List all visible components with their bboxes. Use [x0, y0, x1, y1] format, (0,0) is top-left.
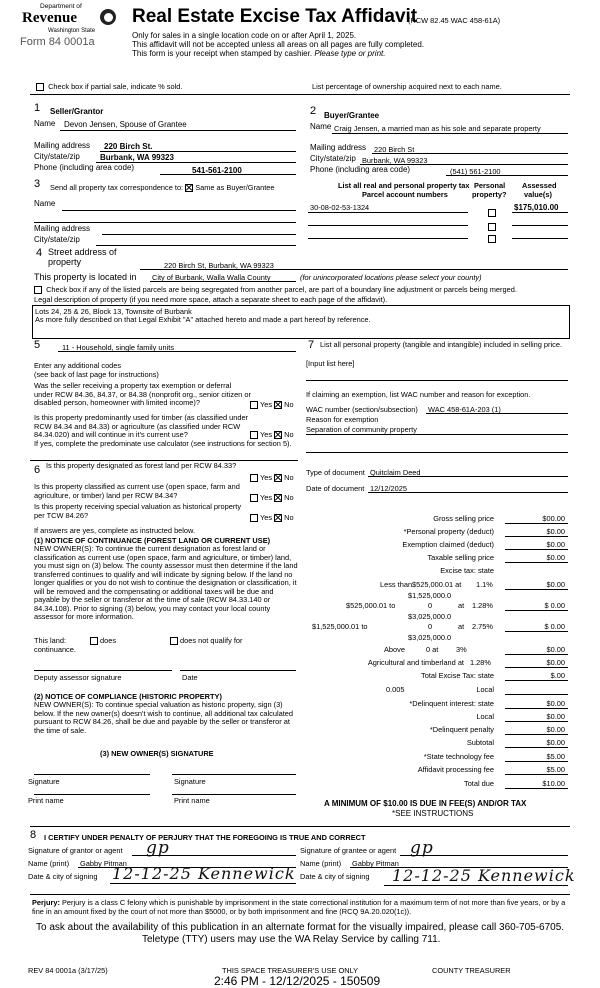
rate2-lower: $525,000.01 to — [346, 601, 396, 610]
rate4-pct: 3% — [456, 645, 467, 654]
sec6-q1-answer[interactable]: Yes No — [250, 473, 294, 482]
sec5-q2-note: If yes, complete the predominate use calculator (see instructions for section 5). — [34, 439, 292, 448]
seller-city-value[interactable]: Burbank, WA 99323 — [100, 153, 174, 162]
form-citation: (RCW 82.45 WAC 458-61A) — [408, 16, 501, 25]
grantee-name-value[interactable]: Gabby Pitman — [352, 859, 399, 868]
section-6-number: 6 — [34, 464, 41, 476]
land-use-code[interactable]: 11 - Household, single family units — [62, 343, 175, 352]
grantor-name-label: Name (print) — [28, 859, 70, 868]
grantee-date-label: Date & city of signing — [300, 872, 370, 881]
buyer-phone-label: Phone (including area code) — [310, 165, 411, 174]
add-codes-line-1: Enter any additional codes — [34, 361, 122, 370]
grantor-date-city[interactable]: 12-12-25 Kennewick — [112, 864, 296, 883]
total-due-value[interactable]: $10.00 — [542, 779, 565, 788]
sec6-q1-no[interactable] — [274, 474, 282, 482]
continuance-label: continuance. — [34, 645, 76, 654]
grantor-signature-label: Signature of grantor or agent — [28, 846, 123, 855]
sec6-question-3: Is this property receiving special valuation as historical property per TCW 84.26? — [34, 502, 242, 520]
owner2-signature-label: Signature — [174, 777, 206, 786]
sec5-q1-answer[interactable]: Yes No — [250, 400, 294, 409]
rate1-value[interactable]: $0.00 — [546, 580, 565, 589]
section-7-number: 7 — [308, 339, 315, 351]
owner1-print-label: Print name — [28, 796, 64, 805]
grantor-name-value[interactable]: Gabby Pitman — [80, 859, 127, 868]
section-5-number: 5 — [34, 339, 41, 351]
tech-fee-value[interactable]: $5.00 — [546, 752, 565, 761]
accessibility-line-2: Teletype (TTY) users may use the WA Relay Service by calling 711. — [142, 934, 441, 945]
values-heading: value(s) — [524, 190, 552, 199]
sec6-q2-answer[interactable]: Yes No — [250, 493, 294, 502]
gross-value[interactable]: $00.00 — [542, 514, 565, 523]
wac-value[interactable]: WAC 458-61A-203 (1) — [428, 405, 501, 414]
rate1-threshold: $525,000.01 at — [412, 580, 462, 589]
sec3-name-label: Name — [34, 199, 56, 208]
exemption-deduct-label: Exemption claimed (deduct) — [402, 540, 494, 549]
boundary-checkbox[interactable] — [34, 286, 42, 294]
dor-logo — [14, 3, 120, 63]
exemption-deduct-value[interactable]: $0.00 — [546, 540, 565, 549]
parcels-heading-2: Parcel account numbers — [362, 190, 448, 199]
partial-sale-checkbox[interactable] — [36, 83, 44, 91]
processing-fee-value[interactable]: $5.00 — [546, 765, 565, 774]
sec5-q2-no[interactable] — [274, 431, 282, 439]
header-line-1: Only for sales in a single location code on or after April 1, 2025. — [132, 31, 357, 40]
penalty-value[interactable]: $0.00 — [546, 725, 565, 734]
personal-property-checkbox-1[interactable] — [488, 209, 496, 217]
rate2-value[interactable]: $ 0.00 — [544, 601, 565, 610]
legal-description-label: Legal description of property (if you need more space, attach a separate sheet to each page of the affidavit). — [34, 295, 388, 304]
total-excise-label: Total Excise Tax: state — [421, 671, 494, 680]
rate2-zero: 0 — [428, 601, 433, 610]
new-owner-signature-heading: (3) NEW OWNER(S) SIGNATURE — [100, 749, 214, 758]
rate1-lead: Less than — [380, 580, 413, 589]
sec5-q2-answer[interactable]: Yes No — [250, 430, 294, 439]
add-codes-line-2: (see back of last page for instructions) — [34, 370, 159, 379]
personal-deduct-value[interactable]: $0.00 — [546, 527, 565, 536]
penalty-label: *Delinquent penalty — [429, 725, 494, 734]
subtotal-value[interactable]: $0.00 — [546, 738, 565, 747]
sec5-q1-yes[interactable] — [250, 401, 258, 409]
form-title: Real Estate Excise Tax Affidavit — [132, 6, 418, 27]
parcel-number-1[interactable]: 30-08-02-53-1324 — [310, 203, 370, 212]
rate3-upper: $3,025,000.0 — [408, 612, 452, 621]
rate2-at: at — [458, 601, 465, 610]
buyer-mail-label: Mailing address — [310, 143, 367, 152]
rate4-threshold: $3,025,000.0 — [408, 633, 452, 642]
rate4-value[interactable]: $0.00 — [546, 645, 565, 654]
doc-type-value[interactable]: Quitclaim Deed — [370, 468, 421, 477]
seller-heading: Seller/Grantor — [50, 107, 104, 116]
county-treasurer-label: COUNTY TREASURER — [432, 966, 511, 975]
continuance-text: NEW OWNER(S): To continue the current designation as forest land or classification as current use (open space, farm and agriculture, or timber) land, you must sign on (3) below. The county assessor must then determine if the land transferred continues to qualify and will indicate by signing below. If the land no longer qualifies or you do not wish to continue the designation or classification, it will be removed and the compensating or additional taxes will be due and payable by the seller or transferor at the time of sale (RCW 84.33.140 or 84.34.108). Prior to signing (3) below, you may contact your local county assessor for more information. — [34, 544, 298, 621]
does-option[interactable]: does — [90, 636, 116, 645]
agri-value[interactable]: $0.00 — [546, 658, 565, 667]
parcels-heading-1: List all real and personal property tax — [338, 181, 470, 190]
buyer-name-label: Name — [310, 122, 332, 131]
assessed-heading: Assessed — [522, 181, 557, 190]
rate3-lower: $1,525,000.01 to — [312, 622, 368, 631]
tech-fee-label: *State technology fee — [423, 752, 494, 761]
gross-label: Gross selling price — [433, 514, 494, 523]
local-label: Local — [476, 685, 494, 694]
rate2-pct: 1.28% — [472, 601, 493, 610]
section-4-number: 4 — [36, 247, 43, 259]
doc-type-label: Type of document — [306, 468, 365, 477]
compliance-text: NEW OWNER(S): To continue special valuation as historic property, sign (3) below. If the new owner(s) doesn't wish to continue, all additional tax calculated pursuant to RCW 84.26, shall be due and payable by the seller or transferor at the time of sale. — [34, 700, 294, 735]
interest-local-label: Local — [476, 712, 494, 721]
grantee-signature[interactable]: gp — [410, 838, 434, 858]
minimum-due-note: A MINIMUM OF $10.00 IS DUE IN FEE(S) AND/OR TAX — [324, 799, 527, 808]
header-line-2: This affidavit will not be accepted unless all areas on all pages are fully completed. — [132, 40, 425, 49]
buyer-city-value[interactable]: Burbank, WA 99323 — [362, 156, 428, 165]
interest-local-value[interactable]: $0.00 — [546, 712, 565, 721]
sec6-q3-yes[interactable] — [250, 514, 258, 522]
sec5-q2-yes[interactable] — [250, 431, 258, 439]
revenue-swirl-icon — [100, 9, 116, 25]
sec3-mail-label: Mailing address — [34, 224, 91, 233]
revision-label: REV 84 0001a (3/17/25) — [28, 966, 108, 975]
interest-state-value[interactable]: $0.00 — [546, 699, 565, 708]
compliance-heading: (2) NOTICE OF COMPLIANCE (HISTORIC PROPERTY) — [34, 692, 222, 701]
rate4-above: Above — [384, 645, 405, 654]
buyer-phone-value[interactable]: (541) 561-2100 — [450, 167, 501, 176]
doc-date-value[interactable]: 12/12/2025 — [370, 484, 407, 493]
assessed-value-1[interactable]: $175,010.00 — [514, 203, 559, 212]
does-checkbox[interactable] — [90, 637, 98, 645]
section-3-number: 3 — [34, 178, 41, 190]
sec6-q2-no[interactable] — [274, 494, 282, 502]
not-qualify-checkbox[interactable] — [170, 637, 178, 645]
form-number: Form 84 0001a — [20, 36, 95, 48]
same-as-buyer-checkbox[interactable] — [185, 184, 193, 192]
rate3-value[interactable]: $ 0.00 — [544, 622, 565, 631]
total-excise-value[interactable]: $.00 — [550, 671, 565, 680]
agri-label: Agricultural and timberland at — [367, 658, 464, 667]
buyer-city-label: City/state/zip — [310, 154, 356, 163]
continuance-heading: (1) NOTICE OF CONTINUANCE (FOREST LAND OR CURRENT USE) — [34, 536, 271, 545]
sec6-q2-yes[interactable] — [250, 494, 258, 502]
legal-line-2: As more fully described on that Legal Exhibit "A" attached hereto and made a part hereof by reference. — [35, 315, 371, 324]
owner1-signature-label: Signature — [28, 777, 60, 786]
sec5-question-2: Is this property predominantly used for timber (as classified under RCW 84.34 and 84.33) or agriculture (as classified under RCW 84.34.020) and will continue in it's current use? — [34, 413, 249, 439]
accessibility-line-1: To ask about the availability of this publication in an alternate format for the visually impaired, please call 360-705-6705. — [36, 922, 565, 933]
not-qualify-option[interactable]: does not qualify for — [170, 636, 242, 645]
deputy-signature-label: Deputy assessor signature — [34, 673, 122, 682]
wa-state-text: Washington State — [48, 28, 96, 34]
buyer-mail-value[interactable]: 220 Birch St — [374, 145, 415, 154]
located-label: This property is located in — [34, 272, 137, 282]
personal-property-input[interactable]: [Input list here] — [306, 359, 355, 368]
sec5-q1-no[interactable] — [274, 401, 282, 409]
total-due-label: Total due — [464, 779, 494, 788]
treasurer-use-label: THIS SPACE TREASURER'S USE ONLY — [222, 966, 359, 975]
rate3-zero: 0 — [428, 622, 433, 631]
wac-label: WAC number (section/subsection) — [306, 405, 418, 414]
boundary-option[interactable]: Check box if any of the listed parcels are being segregated from another parcel, are part of a boundary line adjustment or parcels being merged. — [34, 285, 517, 294]
grantee-signature-label: Signature of grantee or agent — [300, 846, 397, 855]
legal-line-1: Lots 24, 25 & 26, Block 13, Townsite of Burbank — [35, 307, 192, 316]
revenue-text: Revenue — [22, 10, 77, 26]
certification-statement: I CERTIFY UNDER PENALTY OF PERJURY THAT THE FOREGOING IS TRUE AND CORRECT — [44, 833, 366, 842]
sec6-q3-no[interactable] — [274, 514, 282, 522]
seller-phone-label: Phone (including area code) — [34, 163, 135, 172]
rate4-at: 0 at — [426, 645, 439, 654]
cashier-stamp: 2:46 PM - 12/12/2025 - 150509 — [214, 974, 381, 988]
tax-correspondence: Send all property tax correspondence to: Same as Buyer/Grantee — [50, 183, 275, 192]
partial-sale-option[interactable]: Check box if partial sale, indicate % sold. — [36, 82, 182, 91]
personal-property-checkbox-3[interactable] — [488, 235, 496, 243]
ownership-note: List percentage of ownership acquired next to each name. — [312, 82, 502, 91]
street-value[interactable]: 220 Birch St, Burbank, WA 99323 — [164, 261, 274, 270]
property-heading: property? — [472, 190, 507, 199]
header-line-3: This form is your receipt when stamped by cashier. Please type or print. — [132, 49, 386, 58]
this-land-label: This land: — [34, 636, 67, 645]
sec5-question-1: Was the seller receiving a property tax exemption or deferral under RCW 84.36, 84.37, or 84.38 (nonprofit org., senior citizen or disabled person, homeowner with limited income)? — [34, 381, 251, 407]
processing-fee-label: Affidavit processing fee — [417, 765, 494, 774]
section-2-number: 2 — [310, 105, 317, 117]
dept-of-text: Department of — [40, 3, 82, 10]
sec6-q3-answer[interactable]: Yes No — [250, 513, 294, 522]
grantor-date-label: Date & city of signing — [28, 872, 98, 881]
personal-deduct-label: *Personal property (deduct) — [403, 527, 494, 536]
owner2-print-label: Print name — [174, 796, 210, 805]
grantor-signature[interactable]: gp — [146, 838, 170, 858]
rate1-pct: 1.1% — [476, 580, 493, 589]
seller-phone-value[interactable]: 541-561-2100 — [192, 166, 242, 175]
buyer-heading: Buyer/Grantee — [324, 111, 380, 120]
deputy-date-label: Date — [182, 673, 198, 682]
taxable-label: Taxable selling price — [427, 553, 494, 562]
see-instructions-note: *SEE INSTRUCTIONS — [392, 809, 474, 818]
excise-state-label: Excise tax: state — [440, 566, 494, 575]
rate3-at: at — [458, 622, 465, 631]
taxable-value[interactable]: $0.00 — [546, 553, 565, 562]
section-8-number: 8 — [30, 829, 37, 841]
grantee-date-city[interactable]: 12-12-25 Kennewick — [392, 866, 576, 885]
subtotal-label: Subtotal — [466, 738, 494, 747]
personal-heading: Personal — [474, 181, 506, 190]
perjury-notice: Perjury: Perjury is a class C felony which is punishable by imprisonment in the state correctional institution for a maximum term of not more than five years, or by a fine in an amount fixed by the court of not more than $5000, or by both imprisonment and fine (RCQ 9A.20.020(1c)). — [32, 898, 566, 916]
seller-name-value[interactable]: Devon Jensen, Spouse of Grantee — [64, 120, 187, 129]
seller-mail-label: Mailing address — [34, 141, 91, 150]
located-value[interactable]: City of Burbank, Walla Walla County — [152, 273, 271, 282]
sec6-question-2: Is this property classified as current use (open space, farm and agriculture, or timber) land per RCW 84.34? — [34, 482, 240, 500]
personal-property-prompt: List all personal property (tangible and intangible) included in selling price. — [320, 340, 562, 349]
rate3-pct: 2.75% — [472, 622, 493, 631]
agri-pct: 1.28% — [470, 658, 491, 667]
exemption-note: If claiming an exemption, list WAC number and reason for exception. — [306, 390, 531, 399]
section-1-number: 1 — [34, 102, 41, 114]
sec6-q1-yes[interactable] — [250, 474, 258, 482]
street-label: Street address of property — [48, 247, 117, 267]
local-rate: 0.005 — [386, 685, 405, 694]
sec6-question-1: Is this property designated as forest land per RCW 84.33? — [46, 461, 237, 470]
reason-label: Reason for exemption — [306, 415, 379, 424]
grantee-name-label: Name (print) — [300, 859, 342, 868]
seller-city-label: City/state/zip — [34, 152, 80, 161]
reason-value[interactable]: Separation of community property — [306, 425, 417, 434]
sec6-note: If answers are yes, complete as instructed below. — [34, 526, 196, 535]
rate2-upper: $1,525,000.0 — [408, 591, 452, 600]
seller-mail-value[interactable]: 220 Birch St. — [104, 142, 153, 151]
legal-description-box[interactable] — [32, 305, 570, 339]
buyer-name-value[interactable]: Craig Jensen, a married man as his sole and separate property — [334, 124, 541, 133]
doc-date-label: Date of document — [306, 484, 365, 493]
seller-name-label: Name — [34, 119, 56, 128]
located-note: (for unincorporated locations please select your county) — [300, 273, 482, 282]
sec3-city-label: City/state/zip — [34, 235, 80, 244]
interest-state-label: *Delinquent interest: state — [409, 699, 494, 708]
